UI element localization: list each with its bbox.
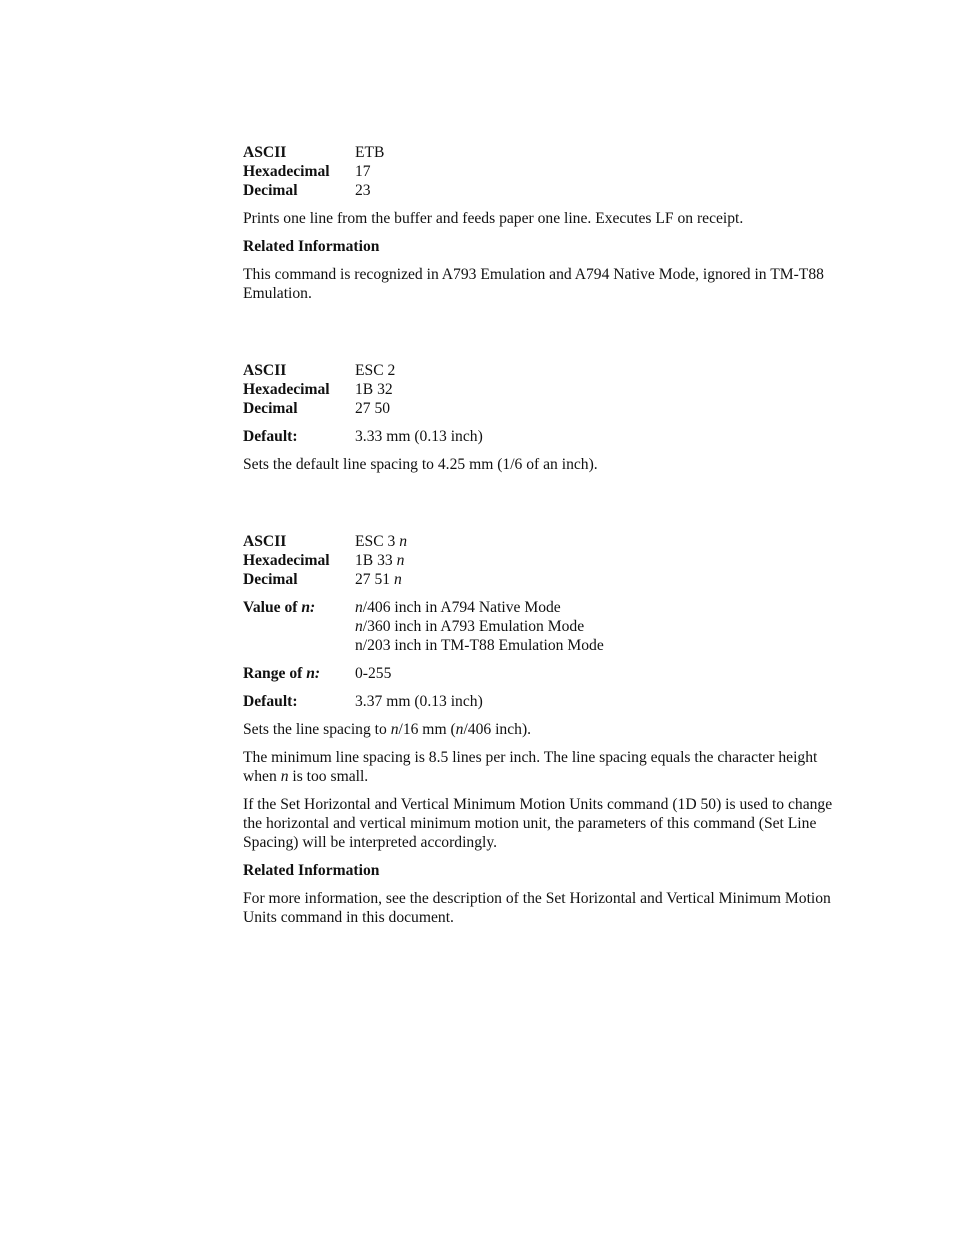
range-label: Range of n: [243, 665, 321, 682]
document-body [243, 143, 843, 927]
code-row-hex [243, 162, 843, 181]
value-of-line: n/406 inch in A794 Native Mode [355, 599, 561, 616]
default-label: Default: [243, 693, 298, 710]
code-table [243, 143, 843, 200]
code-label: Decimal [243, 182, 298, 199]
code-row-decimal [243, 399, 843, 418]
code-label: Hexadecimal [243, 552, 330, 569]
code-value: 27 50 [355, 400, 391, 417]
code-value: 23 [355, 182, 371, 199]
description: Prints one line from the buffer and feeds paper one line. Executes LF on receipt. [243, 210, 744, 227]
related-heading: Related Information [243, 862, 380, 879]
code-value: 27 51 n [355, 571, 402, 588]
range-value: 0-255 [355, 665, 392, 682]
default-row [243, 692, 843, 711]
code-label: Hexadecimal [243, 163, 330, 180]
code-row-decimal [243, 570, 843, 589]
code-value: ESC 2 [355, 362, 396, 379]
value-of-list [355, 598, 843, 655]
code-value: 17 [355, 163, 371, 180]
related-heading: Related Information [243, 238, 380, 255]
code-value: 1B 32 [355, 381, 393, 398]
code-label: ASCII [243, 362, 287, 379]
default-value: 3.37 mm (0.13 inch) [355, 693, 483, 710]
code-row-ascii [243, 143, 843, 162]
code-label: Decimal [243, 571, 298, 588]
motion-units-text: If the Set Horizontal and Vertical Minimum Motion Units command (1D 50) is used to change the horizontal and vertical minimum motion unit, the parameters of this command (Set Line Spacing) will be interpreted accordingly. [243, 796, 833, 851]
code-table [243, 361, 843, 418]
code-value: ETB [355, 144, 385, 161]
value-of-n-row [243, 598, 843, 655]
code-value: ESC 3 n [355, 533, 407, 550]
related-text: For more information, see the description of the Set Horizontal and Vertical Minimum Motion Units command in this document. [243, 890, 831, 926]
section-esc-3-n [243, 532, 843, 927]
range-row [243, 664, 843, 683]
code-row-decimal [243, 181, 843, 200]
param-n: n [396, 552, 405, 569]
code-row-ascii [243, 361, 843, 380]
section-esc-2 [243, 361, 843, 474]
code-table [243, 532, 843, 589]
param-n: n [394, 571, 402, 588]
code-label: ASCII [243, 144, 287, 161]
related-text: This command is recognized in A793 Emulation and A794 Native Mode, ignored in TM-T88 Emulation. [243, 266, 824, 302]
spacing-description: Sets the line spacing to n/16 mm (n/406 inch). [243, 721, 532, 738]
minimum-spacing-text: The minimum line spacing is 8.5 lines per inch. The line spacing equals the character height when n is too small. [243, 749, 818, 785]
default-value: 3.33 mm (0.13 inch) [355, 428, 483, 445]
code-value: 1B 33 n [355, 552, 405, 569]
code-row-ascii [243, 532, 843, 551]
code-row-hex [243, 551, 843, 570]
value-of-label: Value of n: [243, 599, 316, 616]
value-of-line: n/203 inch in TM-T88 Emulation Mode [355, 637, 604, 654]
default-label: Default: [243, 428, 298, 445]
code-row-hex [243, 380, 843, 399]
description: Sets the default line spacing to 4.25 mm (1/6 of an inch). [243, 456, 598, 473]
value-of-line: n/360 inch in A793 Emulation Mode [355, 618, 585, 635]
default-row [243, 427, 843, 446]
code-label: ASCII [243, 533, 287, 550]
section-etb [243, 143, 843, 303]
param-n: n [399, 533, 407, 550]
code-label: Hexadecimal [243, 381, 330, 398]
code-label: Decimal [243, 400, 298, 417]
